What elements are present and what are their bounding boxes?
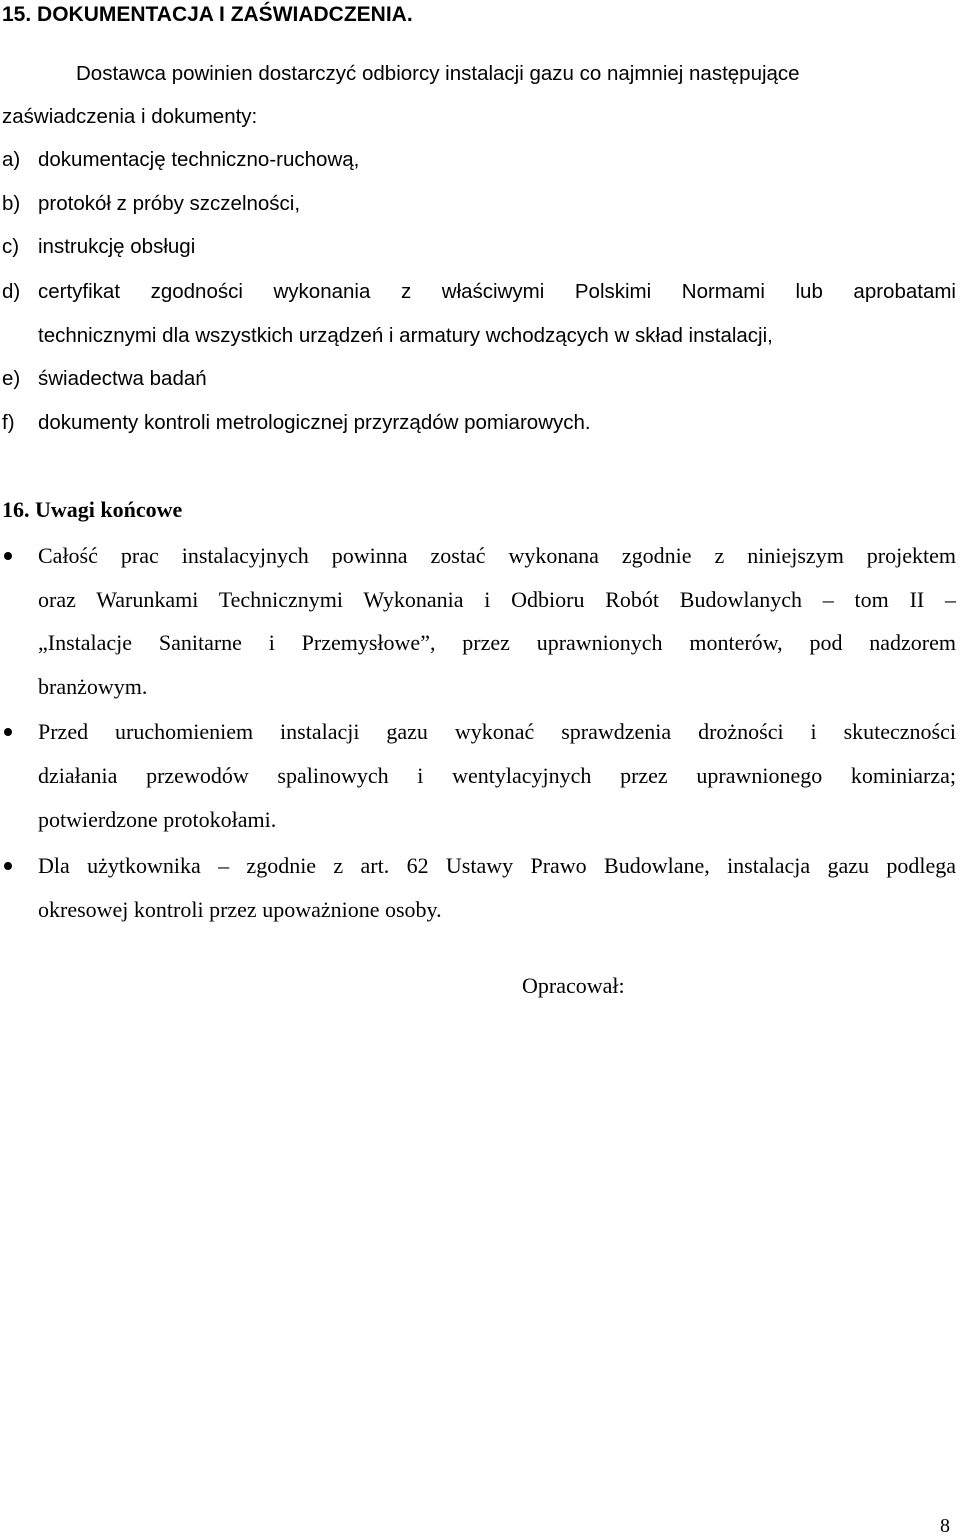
list-item-label: e) xyxy=(2,367,21,390)
list-item-f xyxy=(2,408,591,438)
bullet-2-line-1: Przed uruchomieniem instalacji gazu wykonać sprawdzenia drożności i skuteczności xyxy=(38,719,956,744)
signature-label: Opracował: xyxy=(522,973,625,998)
page-number: 8 xyxy=(940,1515,950,1537)
section-15-intro-line-2: zaświadczenia i dokumenty: xyxy=(2,105,258,128)
bullet-dot xyxy=(4,552,12,560)
bullet-dot xyxy=(4,862,12,870)
bullet-1-line-2: oraz Warunkami Technicznymi Wykonania i Odbioru Robót Budowlanych – tom II – xyxy=(38,587,956,612)
list-item-e xyxy=(2,364,207,394)
list-item-text: protokół z próby szczelności, xyxy=(38,192,301,215)
section-15-intro-line-1: Dostawca powinien dostarczyć odbiorcy instalacji gazu co najmniej następujące xyxy=(76,62,800,85)
bullet-3-line-2: okresowej kontroli przez upoważnione osoby. xyxy=(38,897,442,922)
bullet-2-line-2: działania przewodów spalinowych i wentylacyjnych przez uprawnionego kominiarza; xyxy=(38,763,956,788)
list-item-label: c) xyxy=(2,235,20,258)
section-16-heading: 16. Uwagi końcowe xyxy=(2,497,183,522)
list-item-label: a) xyxy=(2,148,21,171)
list-item-d xyxy=(2,277,38,307)
bullet-3-line-1: Dla użytkownika – zgodnie z art. 62 Ustawy Prawo Budowlane, instalacja gazu podlega xyxy=(38,853,956,878)
list-item-b xyxy=(2,189,300,219)
list-item-d-line-2: technicznymi dla wszystkich urządzeń i armatury wchodzących w skład instalacji, xyxy=(38,324,773,347)
list-item-label: b) xyxy=(2,192,21,215)
bullet-dot xyxy=(4,728,12,736)
bullet-1-line-3: „Instalacje Sanitarne i Przemysłowe”, przez uprawnionych monterów, pod nadzorem xyxy=(38,630,956,655)
bullet-2-line-3: potwierdzone protokołami. xyxy=(38,807,277,832)
list-item-label: d) xyxy=(2,280,21,303)
list-item-c xyxy=(2,232,195,262)
bullet-1-line-4: branżowym. xyxy=(38,674,148,699)
list-item-a xyxy=(2,145,359,175)
list-item-d-line-1: certyfikat zgodności wykonania z właściwymi Polskimi Normami lub aprobatami xyxy=(38,280,956,303)
list-item-label: f) xyxy=(2,411,15,434)
list-item-text: świadectwa badań xyxy=(38,367,207,390)
list-item-text: instrukcję obsługi xyxy=(38,235,196,258)
bullet-1-line-1: Całość prac instalacyjnych powinna zostać wykonana zgodnie z niniejszym projektem xyxy=(38,543,956,568)
list-item-text: dokumenty kontroli metrologicznej przyrządów pomiarowych. xyxy=(38,411,591,434)
section-15-heading: 15. DOKUMENTACJA I ZAŚWIADCZENIA. xyxy=(2,3,413,26)
list-item-text: dokumentację techniczno-ruchową, xyxy=(38,148,360,171)
